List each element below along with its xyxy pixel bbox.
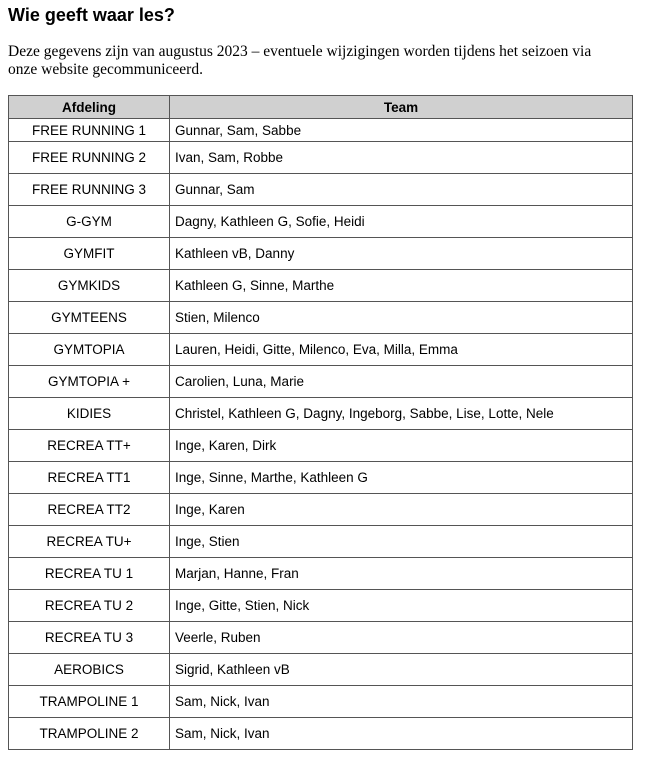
table-row [9,622,633,654]
team-cell: Inge, Karen [170,494,633,526]
table-row [9,302,633,334]
team-cell: Ivan, Sam, Robbe [170,142,633,174]
afdeling-cell: RECREA TU 1 [9,558,170,590]
team-cell: Gunnar, Sam [170,174,633,206]
afdeling-cell: AEROBICS [9,654,170,686]
team-cell: Gunnar, Sam, Sabbe [170,119,633,142]
team-cell: Inge, Sinne, Marthe, Kathleen G [170,462,633,494]
table-row [9,718,633,750]
table-row [9,334,633,366]
afdeling-cell: TRAMPOLINE 1 [9,686,170,718]
table-row [9,238,633,270]
afdeling-cell: RECREA TT1 [9,462,170,494]
afdeling-cell: TRAMPOLINE 2 [9,718,170,750]
team-cell: Veerle, Ruben [170,622,633,654]
table-row [9,366,633,398]
afdeling-cell: KIDIES [9,398,170,430]
team-cell: Dagny, Kathleen G, Sofie, Heidi [170,206,633,238]
table-row [9,654,633,686]
team-cell: Kathleen vB, Danny [170,238,633,270]
afdeling-cell: GYMKIDS [9,270,170,302]
afdeling-cell: GYMTEENS [9,302,170,334]
table-row [9,558,633,590]
team-cell: Sam, Nick, Ivan [170,686,633,718]
afdeling-cell: RECREA TU 2 [9,590,170,622]
afdeling-cell: FREE RUNNING 1 [9,119,170,142]
team-cell: Inge, Stien [170,526,633,558]
afdeling-cell: RECREA TT+ [9,430,170,462]
afdeling-cell: GYMTOPIA [9,334,170,366]
afdeling-cell: GYMFIT [9,238,170,270]
table-row [9,462,633,494]
team-cell: Sigrid, Kathleen vB [170,654,633,686]
table-body [9,119,633,750]
intro-paragraph: Deze gegevens zijn van augustus 2023 – eventuele wijzigingen worden tijdens het seizoen via onze website gecommuniceerd. [8,43,592,78]
table-row [9,494,633,526]
table-row [9,430,633,462]
table-row [9,590,633,622]
team-cell: Stien, Milenco [170,302,633,334]
afdeling-cell: G-GYM [9,206,170,238]
afdeling-cell: RECREA TU+ [9,526,170,558]
column-header-team: Team [170,96,633,119]
team-cell: Inge, Gitte, Stien, Nick [170,590,633,622]
table-row [9,686,633,718]
table-row [9,174,633,206]
afdeling-cell: RECREA TT2 [9,494,170,526]
team-cell: Marjan, Hanne, Fran [170,558,633,590]
table-header-row [9,96,633,119]
table-row [9,526,633,558]
page-title: Wie geeft waar les? [8,5,175,25]
table-header [9,96,633,119]
afdeling-cell: GYMTOPIA + [9,366,170,398]
table-row [9,270,633,302]
afdeling-cell: FREE RUNNING 3 [9,174,170,206]
team-cell: Carolien, Luna, Marie [170,366,633,398]
team-cell: Inge, Karen, Dirk [170,430,633,462]
afdeling-cell: FREE RUNNING 2 [9,142,170,174]
table-row [9,398,633,430]
table-row [9,206,633,238]
team-cell: Sam, Nick, Ivan [170,718,633,750]
trainer-table [8,95,633,750]
column-header-afdeling: Afdeling [9,96,170,119]
table-row [9,119,633,142]
afdeling-cell: RECREA TU 3 [9,622,170,654]
table-row [9,142,633,174]
team-cell: Christel, Kathleen G, Dagny, Ingeborg, Sabbe, Lise, Lotte, Nele [170,398,633,430]
team-cell: Lauren, Heidi, Gitte, Milenco, Eva, Milla, Emma [170,334,633,366]
team-cell: Kathleen G, Sinne, Marthe [170,270,633,302]
